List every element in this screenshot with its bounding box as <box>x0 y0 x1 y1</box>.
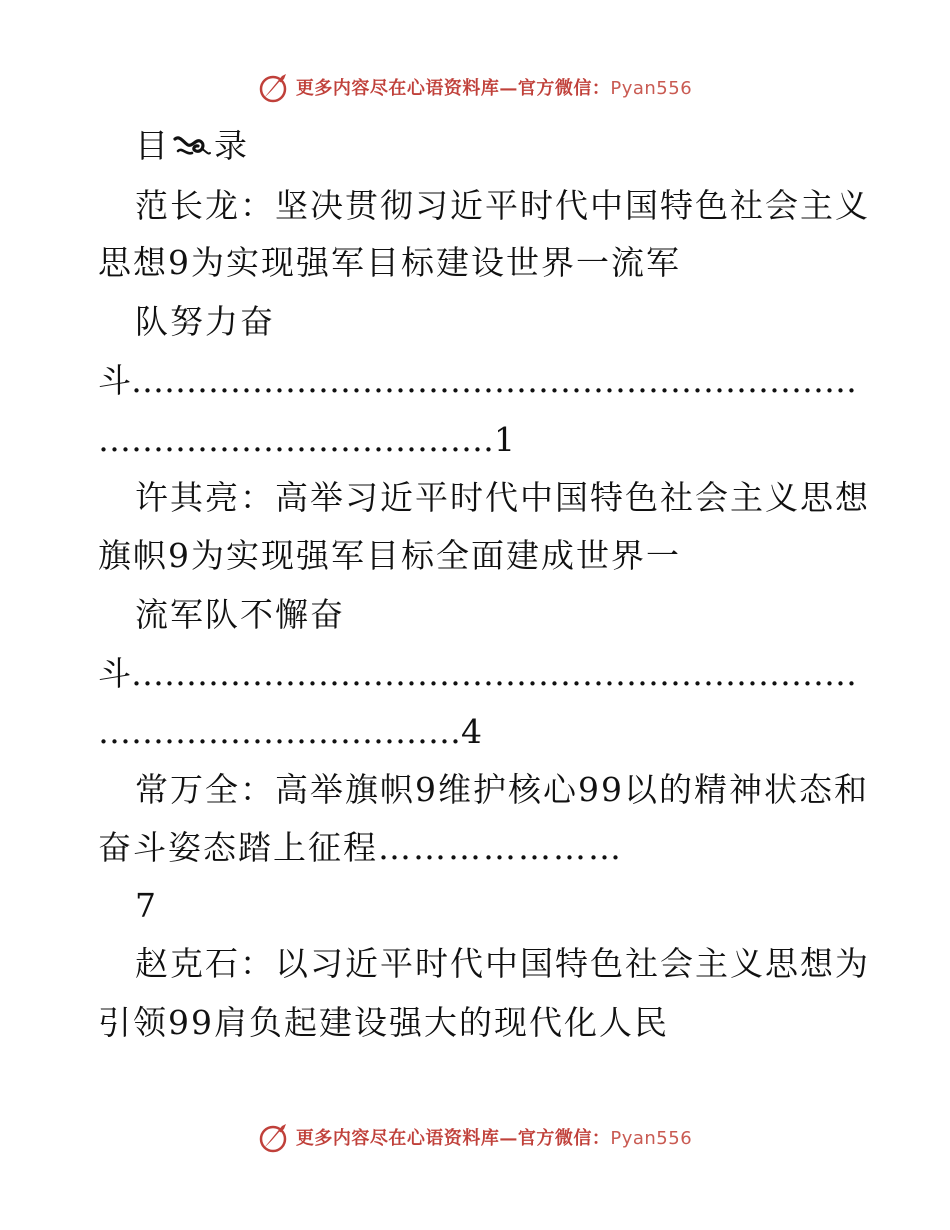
toc-entry-4-line-2[interactable]: 引领99肩负起建设强大的现代化人民 <box>98 1003 669 1042</box>
toc-entry-2-line-3[interactable]: 流军队不懈奋 <box>135 595 345 634</box>
toc-entry-4-line-1[interactable]: 赵克石：以习近平时代中国特色社会主义思想为 <box>135 944 870 983</box>
toc-entry-1-line-2[interactable]: 思想9为实现强军目标建设世界一流军 <box>98 243 681 282</box>
toc-entry-3-line-1[interactable]: 常万全：高举旗帜9维护核心99以的精神状态和 <box>135 770 869 809</box>
footer-watermark <box>0 1120 950 1154</box>
toc-entry-1-leader-1: 斗………………………………………………………… <box>98 361 857 400</box>
toc-entry-2-leader-1: 斗………………………………………………………… <box>98 654 857 693</box>
toc-entry-1-leader-page[interactable]: ………………………………1 <box>98 420 515 459</box>
toc-entry-2-leader-page[interactable]: ……………………………4 <box>98 712 482 751</box>
quill-logo-icon <box>258 1120 290 1154</box>
watermark-id: Pyan556 <box>610 78 693 99</box>
toc-title <box>135 126 249 166</box>
toc-entry-3-page[interactable]: 7 <box>135 886 158 925</box>
toc-entry-1-line-3[interactable]: 队努力奋 <box>135 302 275 341</box>
toc-entry-2-line-1[interactable]: 许其亮：高举习近平时代中国特色社会主义思想 <box>135 478 870 517</box>
watermark-text: 更多内容尽在心语资料库—官方微信： <box>295 1128 611 1149</box>
header-watermark <box>0 70 950 104</box>
toc-title-right: 录 <box>214 126 249 165</box>
flourish-icon <box>172 133 212 159</box>
toc-entry-3-line-2[interactable]: 奋斗姿态踏上征程………………… <box>98 828 623 867</box>
watermark-id: Pyan556 <box>610 1128 693 1149</box>
toc-title-left: 目 <box>135 126 170 165</box>
watermark-text: 更多内容尽在心语资料库—官方微信： <box>295 78 611 99</box>
quill-logo-icon <box>258 70 290 104</box>
toc-entry-1-line-1[interactable]: 范长龙：坚决贯彻习近平时代中国特色社会主义 <box>135 186 870 225</box>
toc-entry-2-line-2[interactable]: 旗帜9为实现强军目标全面建成世界一 <box>98 536 681 575</box>
